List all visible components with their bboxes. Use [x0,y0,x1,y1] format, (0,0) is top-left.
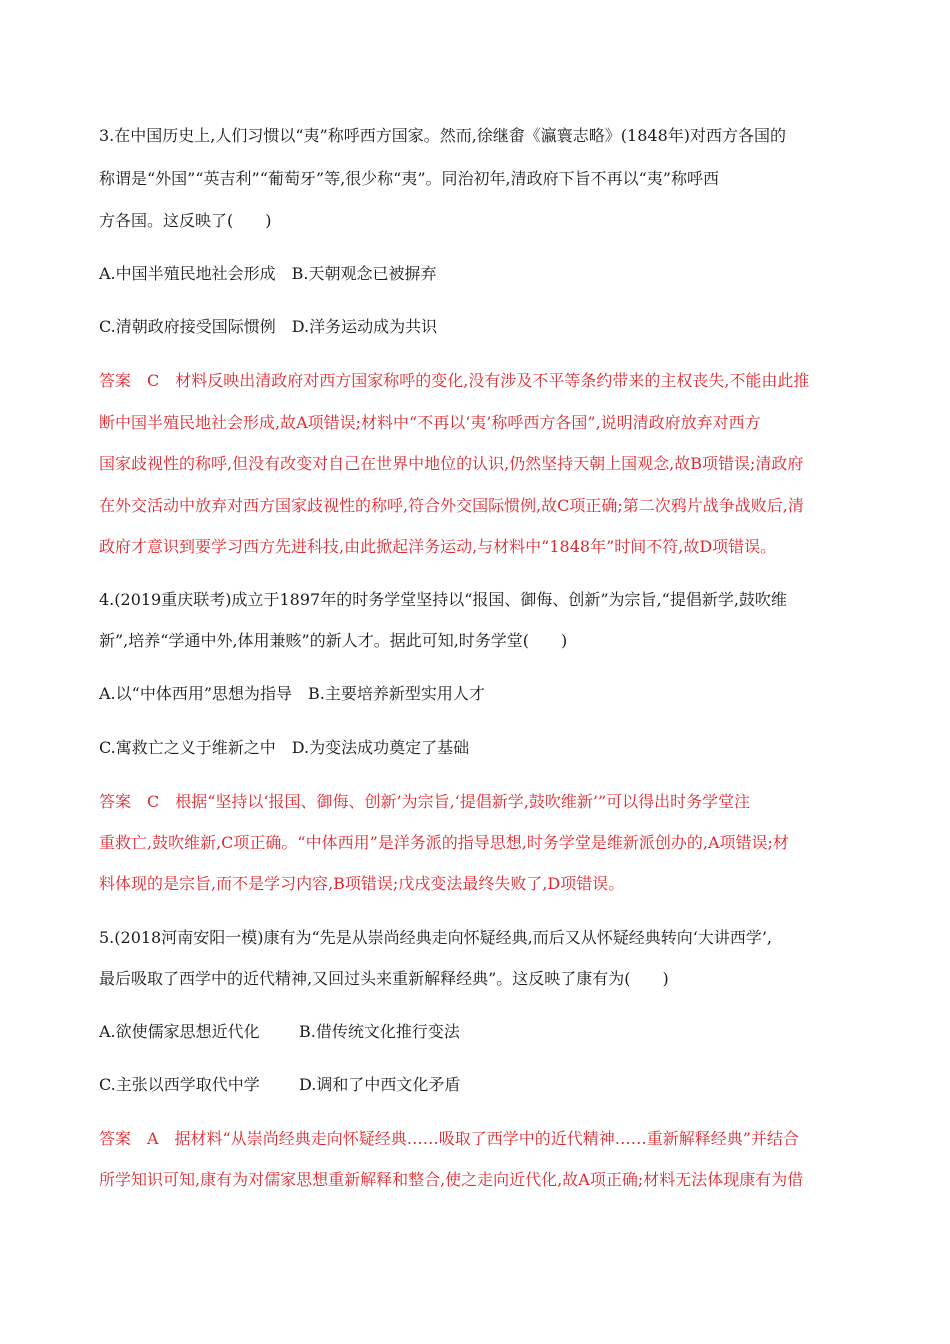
q5-option-a: A.欲使儒家思想近代化 [99,1022,260,1041]
q5-stem-line-2: 最后吸取了西学中的近代精神,又回过头来重新解释经典”。这反映了康有为( ) [99,969,669,988]
q5-options-row-2 [99,1073,859,1097]
q4-option-a: A.以“中体西用”思想为指导 [99,684,293,703]
q3-answer-line-1: 答案 C 材料反映出清政府对西方国家称呼的变化,没有涉及不平等条约带来的主权丧失,不能由此推 [99,371,810,390]
q5-answer-line-1: 答案 A 据材料“从崇尚经典走向怀疑经典……吸取了西学中的近代精神……重新解释经典”并结合 [99,1129,799,1148]
q3-option-c: C.清朝政府接受国际惯例 [99,317,276,336]
q5-option-b: B.借传统文化推行变法 [299,1022,460,1041]
q5-options-row-1 [99,1020,859,1044]
q4-options-row-1 [99,682,859,706]
q3-option-d: D.洋务运动成为共识 [291,317,438,336]
q4-stem-line-2: 新”,培养“学通中外,体用兼赅”的新人才。据此可知,时务学堂( ) [99,631,568,650]
q3-stem-line-1: 3.在中国历史上,人们习惯以“夷”称呼西方国家。然而,徐继畬《瀛寰志略》(1848年)对西方各国的 [99,126,787,145]
q3-options-row-2 [99,315,859,339]
q3-answer-line-2: 断中国半殖民地社会形成,故A项错误;材料中“不再以‘夷’称呼西方各国”,说明清政府放弃对西方 [99,413,761,432]
q4-answer-line-3: 料体现的是宗旨,而不是学习内容,B项错误;戊戌变法最终失败了,D项错误。 [99,874,625,893]
q4-option-b: B.主要培养新型实用人才 [308,684,485,703]
q4-option-c: C.寓救亡之义于维新之中 [99,738,276,757]
q4-answer-line-2: 重救亡,鼓吹维新,C项正确。“中体西用”是洋务派的指导思想,时务学堂是维新派创办的,A项错误;材 [99,833,789,852]
q3-option-b: B.天朝观念已被摒弃 [291,264,437,283]
q4-option-d: D.为变法成功奠定了基础 [291,738,470,757]
q5-stem-line-1: 5.(2018河南安阳一模)康有为“先是从崇尚经典走向怀疑经典,而后又从怀疑经典转向‘大讲西学’, [99,928,772,947]
q4-answer-line-1: 答案 C 根据“坚持以‘报国、御侮、创新’为宗旨,‘提倡新学,鼓吹维新’”可以得出时务学堂注 [99,792,751,811]
q5-option-d: D.调和了中西文化矛盾 [299,1075,461,1094]
q4-options-row-2 [99,736,859,760]
q3-answer-line-5: 政府才意识到要学习西方先进科技,由此掀起洋务运动,与材料中“1848年”时间不符,故D项错误。 [99,537,777,556]
q5-answer-line-2: 所学知识可知,康有为对儒家思想重新解释和整合,使之走向近代化,故A项正确;材料无法体现康有为借 [99,1170,804,1189]
q3-answer-line-4: 在外交活动中放弃对西方国家歧视性的称呼,符合外交国际惯例,故C项正确;第二次鸦片战争战败后,清 [99,496,804,515]
q3-stem-line-2: 称谓是“外国”“英吉利”“葡萄牙”等,很少称“夷”。同治初年,清政府下旨不再以“夷”称呼西 [99,169,719,188]
q3-answer-line-3: 国家歧视性的称呼,但没有改变对自己在世界中地位的认识,仍然坚持天朝上国观念,故B项错误;清政府 [99,454,804,473]
q3-stem-line-3: 方各国。这反映了( ) [99,211,272,230]
q5-option-c: C.主张以西学取代中学 [99,1075,260,1094]
q4-stem-line-1: 4.(2019重庆联考)成立于1897年的时务学堂坚持以“报国、御侮、创新”为宗旨,“提倡新学,鼓吹维 [99,590,787,609]
q3-option-a: A.中国半殖民地社会形成 [99,264,276,283]
q3-options-row-1 [99,262,859,286]
